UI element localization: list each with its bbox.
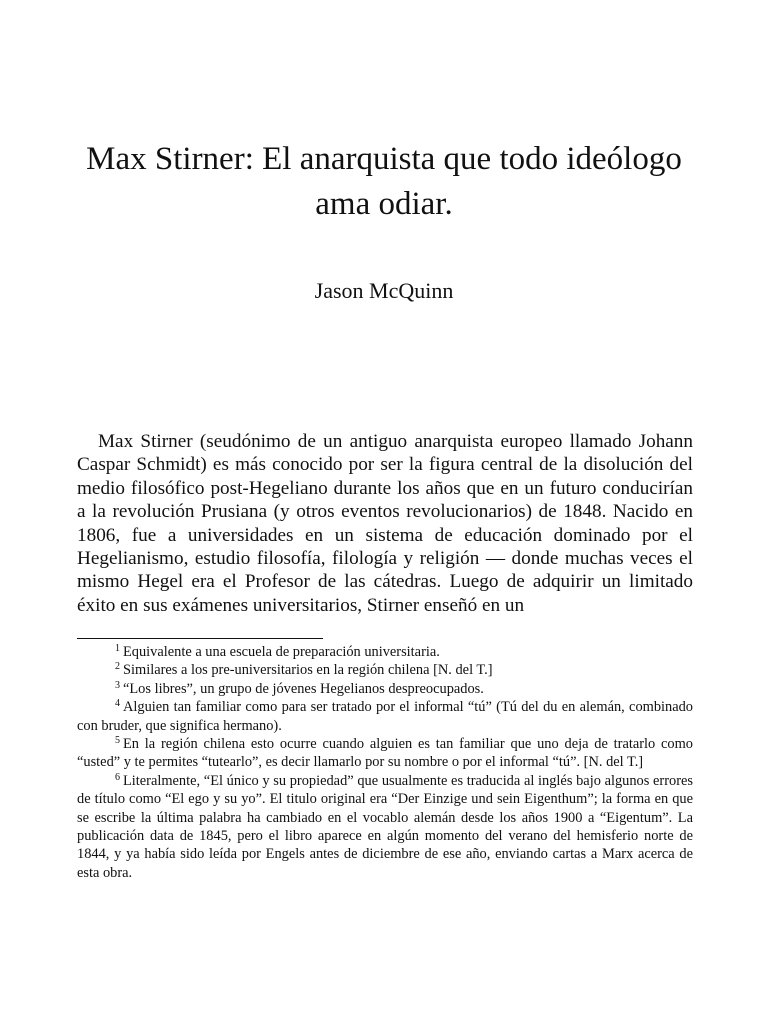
footnote-mark: 1 [115, 643, 120, 654]
footnote [77, 680, 693, 698]
footnote-divider [77, 638, 323, 639]
footnote [77, 772, 693, 882]
footnote-text: Literalmente, “El único y su propiedad” que usualmente es traducida al inglés bajo algunos errores de título como “El ego y su yo”. El titulo original era “Der Einzige und sein Eigenthum”; la forma en que se escribe la última palabra ha cambiado en el vocablo alemán desde los años 1900 a “Eigentum”. La publicación data de 1845, pero el libro aparece en algún momento del verano del hemisferio norte de 1844, y ya había sido leída por Engels antes de diciembre de ese año, enviando cartas a Marx acerca de esta obra. [77, 772, 693, 881]
footnote-text: En la región chilena esto ocurre cuando alguien es tan familiar que uno deja de tratarlo como “usted” y te permites “tutearlo”, es decir llamarlo por su nombre o por el informal “tú”. [N. del T.] [77, 736, 693, 771]
footnote [77, 698, 693, 735]
footnote [77, 735, 693, 772]
footnote-text: Alguien tan familiar como para ser tratado por el informal “tú” (Tú del du en alemán, combinado con bruder, que significa hermano). [77, 699, 693, 734]
document-title: Max Stirner: El anarquista que todo ideólogo ama odiar. [86, 141, 682, 222]
footnote-mark: 3 [115, 679, 120, 691]
footnote-text: “Los libres”, un grupo de jóvenes Hegelianos despreocupados. [123, 680, 484, 697]
author-name: Jason McQuinn [314, 278, 454, 303]
footnote-text: Equivalente a una escuela de preparación universitaria. [123, 644, 440, 660]
footnote-mark: 6 [115, 771, 120, 783]
footnote [77, 661, 693, 679]
body-paragraph: Max Stirner (seudónimo de un antiguo anarquista europeo llamado Johann Caspar Schmidt) es más conocido por ser la figura central de la disolución del medio filosófico post-Hegeliano durante los años que en un futuro conducirían a la revolución Prusiana (y otros eventos revolucionarios) de 1848. Nacido en 1806, fue a universidades en un sistema de educación dominado por el Hegelianismo, estudio filosofía, filología y religión — donde muchas veces el mismo Hegel era el Profesor de las cátedras. Luego de adquirir un limitado éxito en sus exámenes universitarios, Stirner enseñó en un [77, 431, 693, 616]
footnote [77, 643, 693, 661]
footnotes-list [77, 643, 693, 882]
footnote-text: Similares a los pre-universitarios en la región chilena [N. del T.] [123, 662, 493, 679]
footnote-mark: 2 [115, 661, 120, 673]
footnote-mark: 5 [115, 735, 120, 747]
footnote-mark: 4 [115, 698, 120, 710]
